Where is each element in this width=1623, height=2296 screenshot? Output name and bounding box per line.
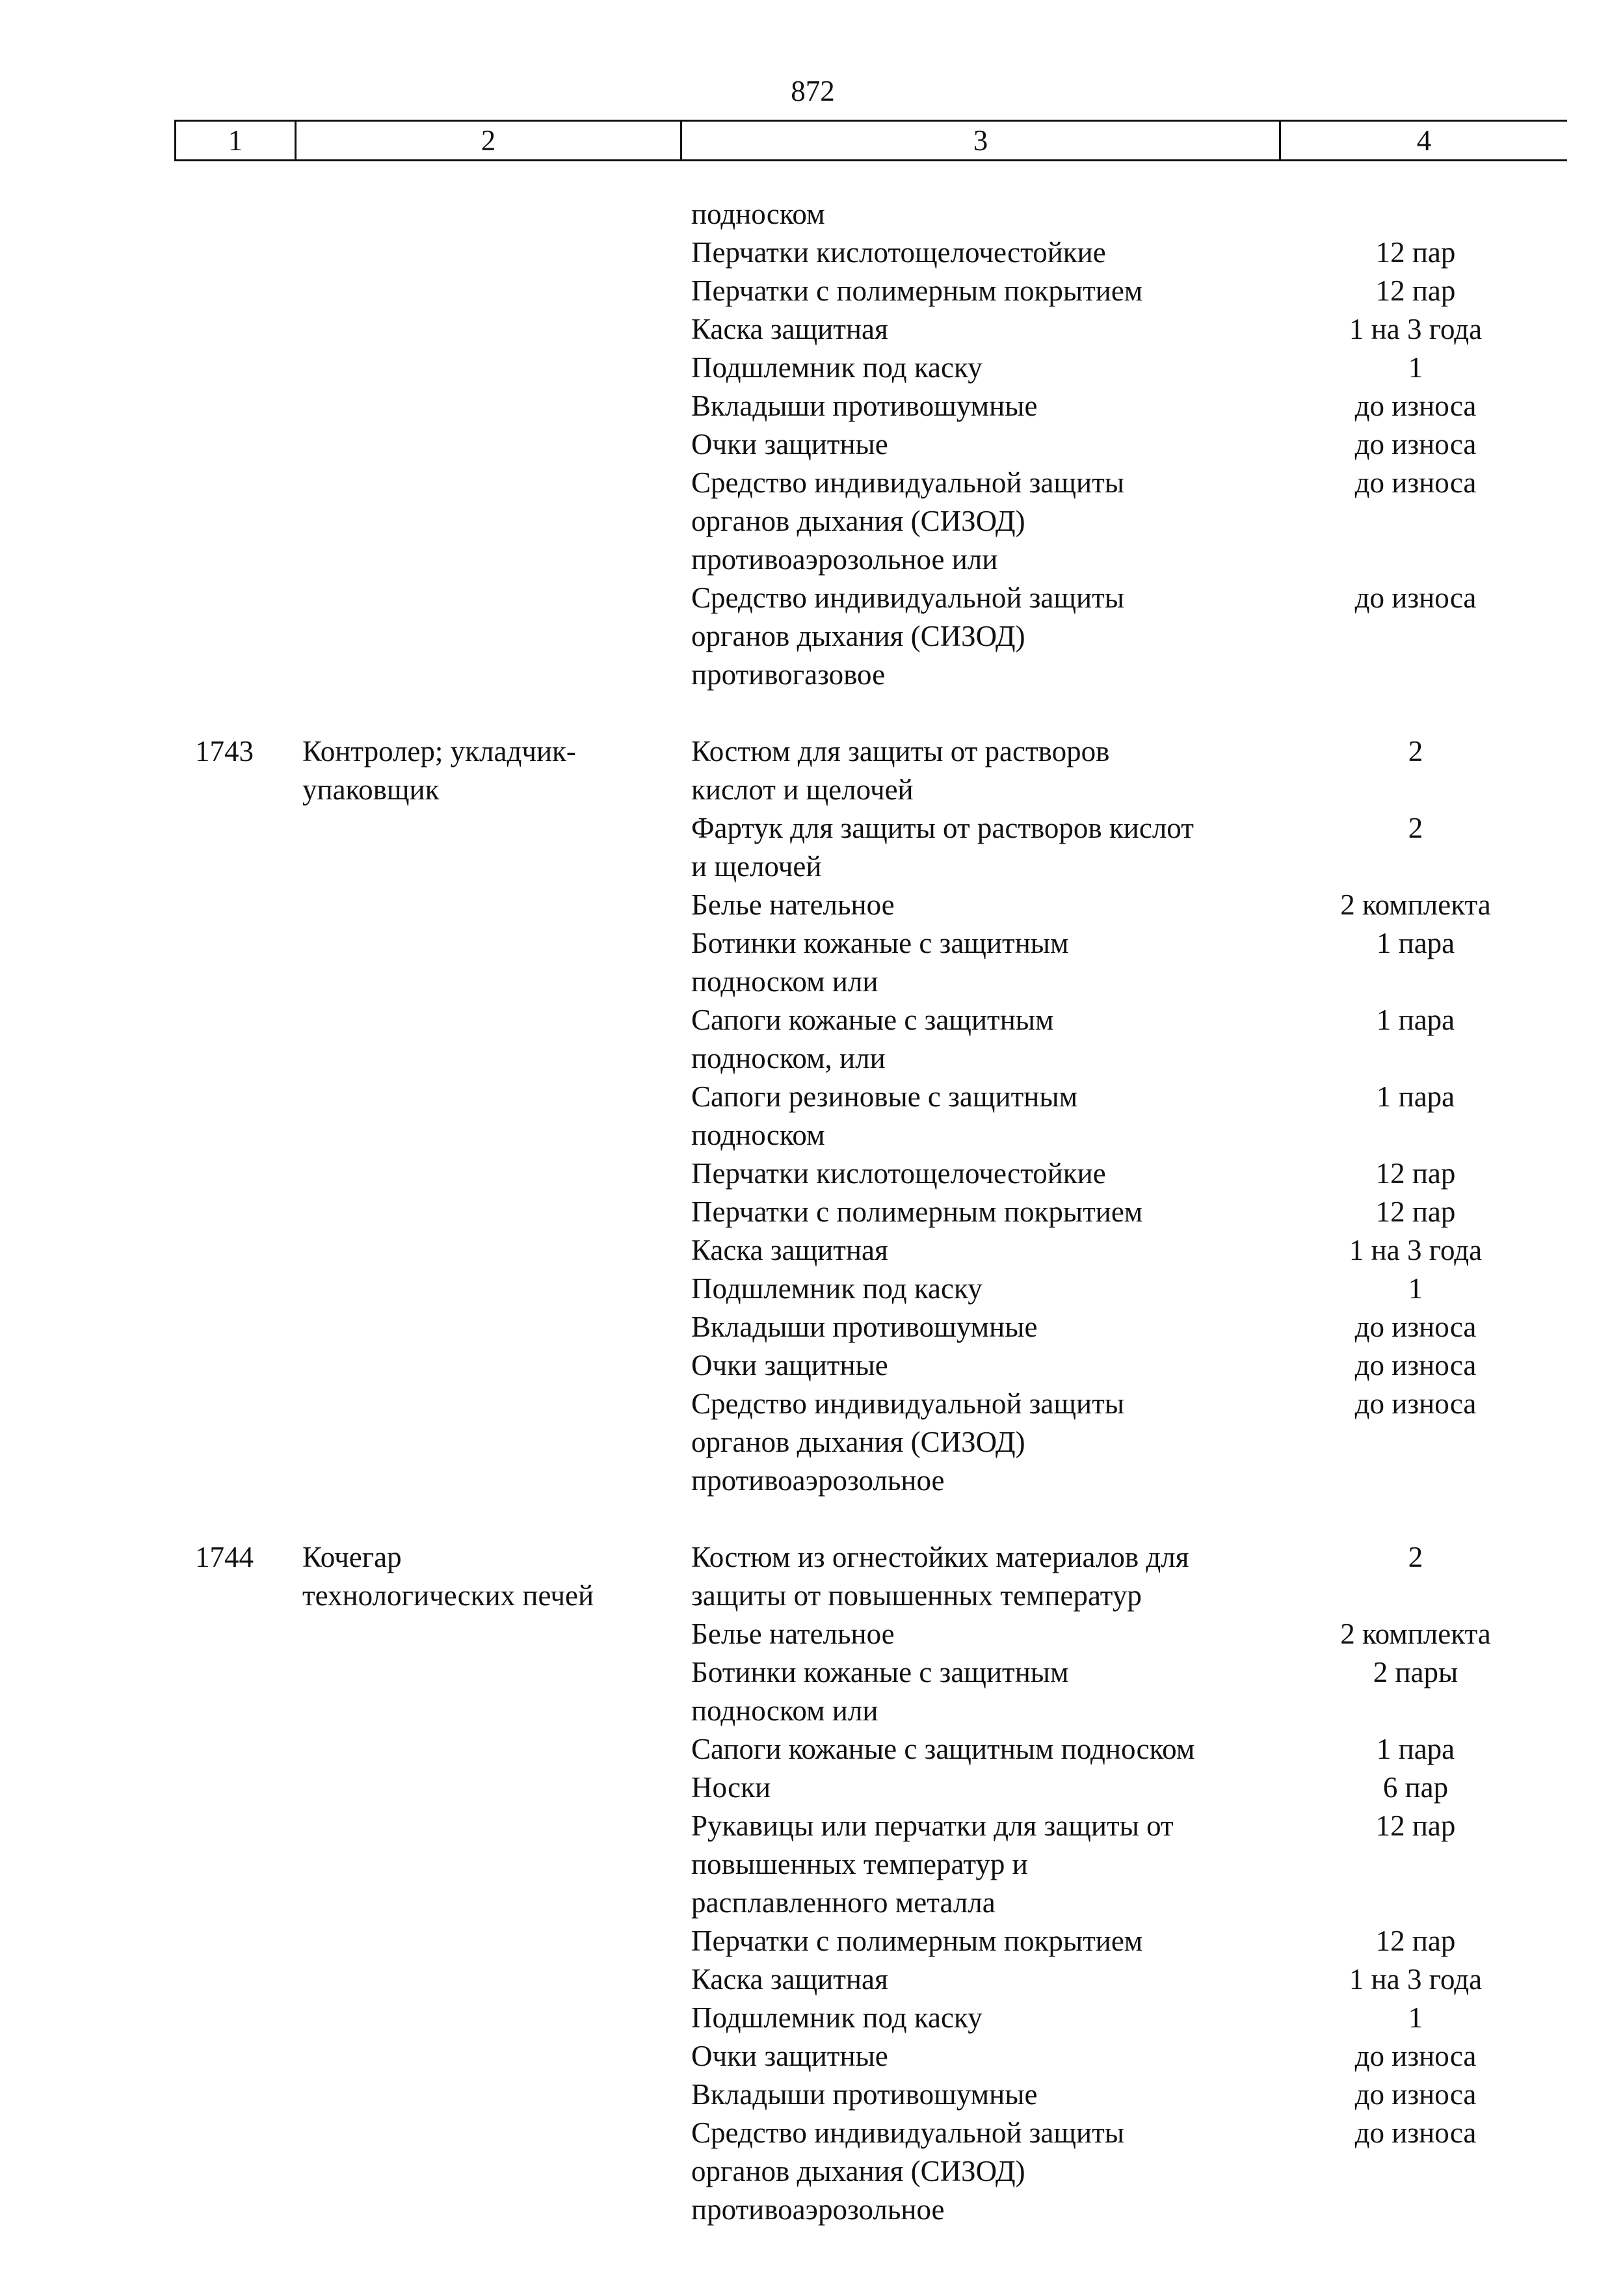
issue-norm: 12 пар xyxy=(1375,1925,1456,1957)
table-row xyxy=(0,1922,1623,1960)
table-row xyxy=(0,2114,1623,2229)
ppe-item-name: Ботинки кожаные с защитным подноском или xyxy=(691,927,1069,998)
table-row xyxy=(0,1155,1623,1193)
ppe-item-name: Каска защитная xyxy=(691,1234,888,1266)
row-number: 1743 xyxy=(195,735,254,768)
issue-norm: 12 пар xyxy=(1375,236,1456,269)
issue-norm: до износа xyxy=(1354,1311,1477,1343)
row-number: 1744 xyxy=(195,1541,254,1573)
column-header-3: 3 xyxy=(681,121,1280,161)
table-row xyxy=(0,1538,1623,1615)
column-header-4: 4 xyxy=(1280,121,1568,161)
table-row xyxy=(0,1730,1623,1769)
ppe-item-name: Фартук для защиты от растворов кислот и щелочей xyxy=(691,812,1194,883)
issue-norm: 12 пар xyxy=(1375,274,1456,307)
ppe-item-name: Перчатки с полимерным покрытием xyxy=(691,274,1143,307)
column-header-2: 2 xyxy=(296,121,681,161)
issue-norm: 12 пар xyxy=(1375,1809,1456,1842)
table-row xyxy=(0,387,1623,425)
ppe-item-name: Сапоги кожаные с защитным подноском xyxy=(691,1733,1195,1765)
issue-norm: 1 на 3 года xyxy=(1349,313,1483,345)
ppe-item-name: Перчатки с полимерным покрытием xyxy=(691,1925,1143,1957)
table-row xyxy=(0,1653,1623,1730)
table-row xyxy=(0,310,1623,349)
ppe-item-name: Белье нательное xyxy=(691,888,895,921)
issue-norm: 1 на 3 года xyxy=(1349,1963,1483,1996)
ppe-item-name: Рукавицы или перчатки для защиты от повышенных температур и расплавленного металла xyxy=(691,1809,1174,1919)
ppe-item-name: Перчатки кислотощелочестойкие xyxy=(691,1157,1106,1190)
column-header-table xyxy=(174,120,1567,161)
table-row xyxy=(0,1615,1623,1653)
table-row xyxy=(0,1960,1623,1999)
issue-norm: 12 пар xyxy=(1375,1195,1456,1228)
ppe-item-name: Средство индивидуальной защиты органов дыхания (СИЗОД) противоаэрозольное xyxy=(691,1387,1125,1497)
table-row xyxy=(0,234,1623,272)
page-number: 872 xyxy=(791,75,835,107)
table-row xyxy=(0,1078,1623,1155)
ppe-item-name: Каска защитная xyxy=(691,1963,888,1996)
ppe-item-name: Сапоги кожаные с защитным подноском, или xyxy=(691,1004,1054,1075)
ppe-item-name: Каска защитная xyxy=(691,313,888,345)
table-row xyxy=(0,2076,1623,2114)
issue-norm: до износа xyxy=(1354,466,1477,499)
profession-name: Контролер; укладчик- упаковщик xyxy=(302,735,576,806)
table-row xyxy=(0,272,1623,310)
issue-norm: 1 xyxy=(1408,351,1423,384)
ppe-item-name: Носки xyxy=(691,1771,771,1804)
issue-norm: 1 пара xyxy=(1376,1733,1455,1765)
table-row xyxy=(0,809,1623,886)
table-row xyxy=(0,1807,1623,1922)
issue-norm: до износа xyxy=(1354,2078,1477,2111)
ppe-item-name: подноском xyxy=(691,198,825,230)
issue-norm: до износа xyxy=(1354,581,1477,614)
ppe-item-name: Средство индивидуальной защиты органов дыхания (СИЗОД) противогазовое xyxy=(691,581,1125,691)
issue-norm: 1 пара xyxy=(1376,1004,1455,1036)
issue-norm: до износа xyxy=(1354,2040,1477,2072)
table-row xyxy=(0,924,1623,1001)
issue-norm: 2 комплекта xyxy=(1340,888,1491,921)
group-spacer xyxy=(0,1500,1623,1538)
ppe-item-name: Очки защитные xyxy=(691,428,888,461)
issue-norm: 2 xyxy=(1408,735,1423,768)
ppe-item-name: Подшлемник под каску xyxy=(691,2001,983,2034)
issue-norm: до износа xyxy=(1354,1387,1477,1420)
issue-norm: 6 пар xyxy=(1382,1771,1449,1804)
ppe-item-name: Подшлемник под каску xyxy=(691,1272,983,1305)
ppe-item-name: Перчатки кислотощелочестойкие xyxy=(691,236,1106,269)
issue-norm: до износа xyxy=(1354,2116,1477,2149)
ppe-item-name: Средство индивидуальной защиты органов дыхания (СИЗОД) противоаэрозольное или xyxy=(691,466,1125,576)
ppe-item-name: Белье нательное xyxy=(691,1618,895,1650)
table-row xyxy=(0,1346,1623,1385)
issue-norm: 1 на 3 года xyxy=(1349,1234,1483,1266)
ppe-item-name: Костюм для защиты от растворов кислот и щелочей xyxy=(691,735,1110,806)
table-row xyxy=(0,1270,1623,1308)
issue-norm: 1 пара xyxy=(1376,1080,1455,1113)
issue-norm: 12 пар xyxy=(1375,1157,1456,1190)
table-row xyxy=(0,1769,1623,1807)
issue-norm: 2 пары xyxy=(1373,1656,1458,1689)
table-row xyxy=(0,886,1623,924)
ppe-item-name: Вкладыши противошумные xyxy=(691,390,1038,422)
table-row xyxy=(0,349,1623,387)
ppe-item-name: Перчатки с полимерным покрытием xyxy=(691,1195,1143,1228)
issue-norm: 1 xyxy=(1408,2001,1423,2034)
column-header-1: 1 xyxy=(176,121,296,161)
issue-norm: 2 xyxy=(1408,1541,1423,1573)
table-row xyxy=(0,1308,1623,1346)
ppe-item-name: Средство индивидуальной защиты органов дыхания (СИЗОД) противоаэрозольное xyxy=(691,2116,1125,2226)
norms-table-body xyxy=(0,195,1623,2229)
ppe-item-name: Костюм из огнестойких материалов для защиты от повышенных температур xyxy=(691,1541,1189,1612)
ppe-item-name: Ботинки кожаные с защитным подноском или xyxy=(691,1656,1069,1727)
issue-norm: до износа xyxy=(1354,1349,1477,1382)
ppe-item-name: Вкладыши противошумные xyxy=(691,2078,1038,2111)
profession-name: Кочегар технологических печей xyxy=(302,1541,594,1612)
issue-norm: до износа xyxy=(1354,390,1477,422)
table-row xyxy=(0,1231,1623,1270)
ppe-item-name: Подшлемник под каску xyxy=(691,351,983,384)
column-header-row xyxy=(176,121,1568,161)
table-row xyxy=(0,464,1623,579)
issue-norm: 2 xyxy=(1408,812,1423,844)
table-row xyxy=(0,1385,1623,1500)
group-spacer xyxy=(0,694,1623,732)
issue-norm: 2 комплекта xyxy=(1340,1618,1491,1650)
table-row xyxy=(0,195,1623,234)
ppe-item-name: Сапоги резиновые с защитным подноском xyxy=(691,1080,1078,1151)
ppe-item-name: Очки защитные xyxy=(691,1349,888,1382)
table-row xyxy=(0,1193,1623,1231)
table-row xyxy=(0,1999,1623,2037)
issue-norm: 1 пара xyxy=(1376,927,1455,959)
table-row xyxy=(0,2037,1623,2076)
table-row xyxy=(0,579,1623,694)
table-row xyxy=(0,1001,1623,1078)
ppe-item-name: Вкладыши противошумные xyxy=(691,1311,1038,1343)
issue-norm: 1 xyxy=(1408,1272,1423,1305)
ppe-item-name: Очки защитные xyxy=(691,2040,888,2072)
table-row xyxy=(0,732,1623,809)
issue-norm: до износа xyxy=(1354,428,1477,461)
table-row xyxy=(0,425,1623,464)
